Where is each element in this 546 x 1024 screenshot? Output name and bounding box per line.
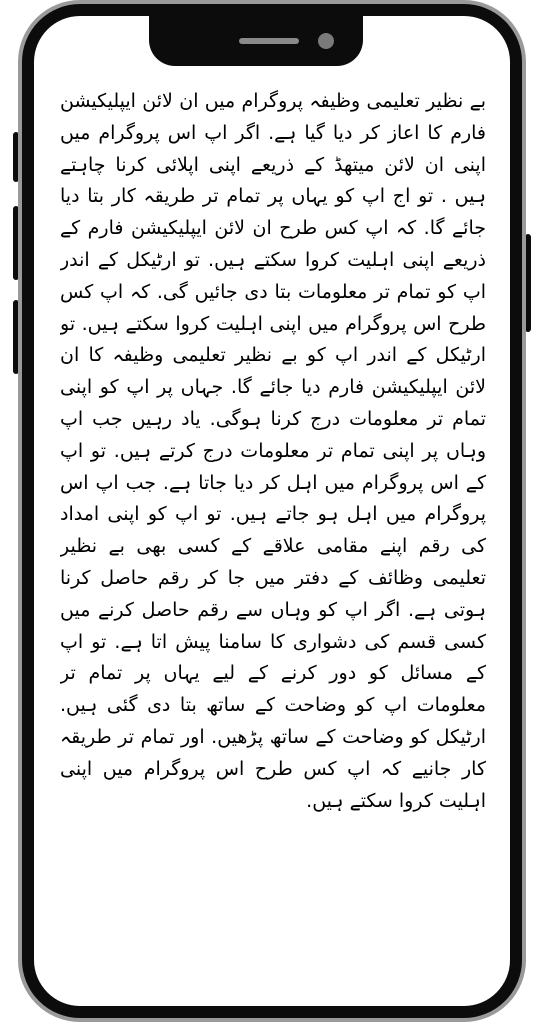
speaker-grille	[239, 38, 299, 44]
article-text: بے نظیر تعلیمی وظیفہ پروگرام میں ان لائن ایپلیکیشن فارم کا اعاز کر دیا گیا ہے. اگر اپ اس پروگرام میں اپنی ان لائن میتھڈ کے ذریعے اپنی اپلائی کرنا چاہتے ہیں . تو اج اپ کو یہاں پر تمام تر طریقہ کار بتا دیا جائے گا. کہ اپ کس طرح ان لائن ایپلیکیشن فارم کے ذریعے اپنی اہلیت کروا سکتے ہیں. تو ارٹیکل کے اندر اپ کو تمام تر معلومات بتا دی جائیں گی. کہ اپ کس طرح اس پروگرام میں اپنی اہلیت کروا سکتے ہیں. تو ارٹیکل کے اندر اپ کو بے نظیر تعلیمی وظیفہ کا ان لائن ایپلیکیشن فارم دیا جائے گا. جہاں پر اپ کو اپنی تمام تر معلومات درج کرنا ہوگی. یاد رہیں جب اپ وہاں پر اپنی تمام تر معلومات درج کرتے ہیں. تو اپ کے اس پروگرام میں اہل کر دیا جاتا ہے. جب اپ اس پروگرام میں اہل ہو جاتے ہیں. تو اپ کو اپنی امداد کی رقم اپنے مقامی علاقے کے کسی بھی بے نظیر تعلیمی وظائف کے دفتر میں جا کر رقم حاصل کرنا ہوتی ہے. اگر اپ کو وہاں سے رقم حاصل کرنے میں کسی قسم کی دشواری کا سامنا پیش اتا ہے. تو اپ کے مسائل کو دور کرنے کے لیے یہاں پر تمام تر معلومات اپ کو وضاحت کے ساتھ بتا دی گئی ہیں. ارٹیکل کو وضاحت کے ساتھ پڑھیں. اور تمام تر طریقہ کار جانیے کہ اپ کس طرح اس پروگرام میں اپنی اہلیت کروا سکتے ہیں.	[60, 90, 486, 812]
front-camera-icon	[318, 33, 334, 49]
